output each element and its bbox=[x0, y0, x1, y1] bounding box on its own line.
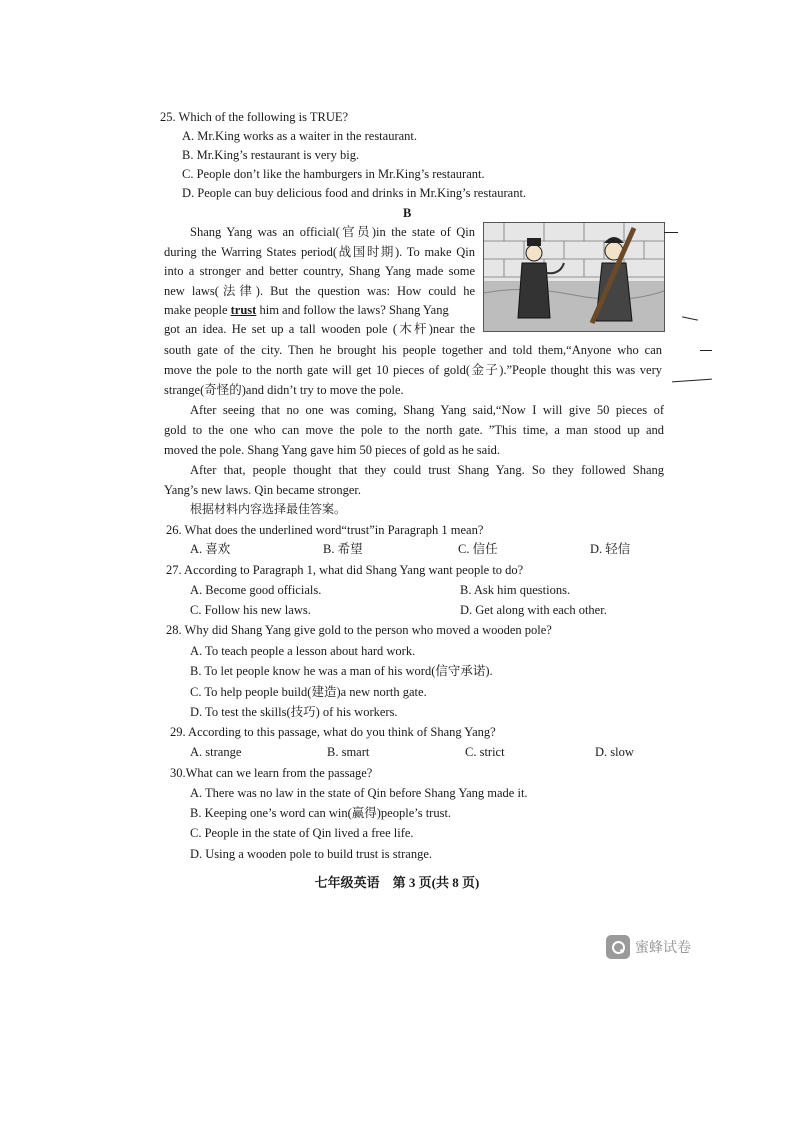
q29-option-b: B. smart bbox=[327, 745, 370, 759]
q25-option-d: D. People can buy delicious food and drinks in Mr.King’s restaurant. bbox=[182, 186, 527, 200]
q26-option-a: A. 喜欢 bbox=[190, 542, 231, 556]
q28-stem: 28. Why did Shang Yang give gold to the person who moved a wooden pole? bbox=[166, 623, 552, 637]
passage-p1-line-8: move the pole to the north gate will get 10 pieces of gold(金子).”People thought this was very bbox=[164, 363, 662, 377]
passage-p1-line-5 bbox=[164, 301, 475, 319]
q27-option-c: C. Follow his new laws. bbox=[190, 603, 311, 617]
p1-line5-pre: make people bbox=[164, 303, 231, 317]
passage-p3-line-1: After that, people thought that they could trust Shang Yang. So they followed Shang bbox=[190, 463, 664, 477]
watermark bbox=[606, 935, 691, 959]
passage-p1-line-4: new laws(法律). But the question was: How could he bbox=[164, 284, 475, 298]
q28-option-d: D. To test the skills(技巧) of his workers. bbox=[190, 705, 398, 719]
q29-option-c: C. strict bbox=[465, 745, 505, 759]
scan-mark bbox=[664, 232, 678, 233]
passage-p1-line-7: south gate of the city. Then he brought his people together and told them,“Anyone who can bbox=[164, 343, 662, 357]
q26-option-c: C. 信任 bbox=[458, 542, 498, 556]
passage-p2-line-3: moved the pole. Shang Yang gave him 50 pieces of gold as he said. bbox=[164, 443, 501, 457]
p1-line5-post: him and follow the laws? Shang Yang bbox=[256, 303, 449, 317]
scan-mark bbox=[682, 316, 698, 320]
passage-p1-line-9: strange(奇怪的)and didn’t try to move the pole. bbox=[164, 383, 404, 397]
q25-option-a: A. Mr.King works as a waiter in the restaurant. bbox=[182, 129, 418, 143]
q27-option-a: A. Become good officials. bbox=[190, 583, 322, 597]
q29-option-d: D. slow bbox=[595, 745, 634, 759]
q27-option-d: D. Get along with each other. bbox=[460, 603, 607, 617]
scan-mark bbox=[672, 379, 712, 383]
passage-p2-line-2: gold to the one who can move the pole to the north gate. ”This time, a man stood up and bbox=[164, 423, 664, 437]
q26-option-d: D. 轻信 bbox=[590, 542, 631, 556]
q25-option-c: C. People don’t like the hamburgers in Mr.King’s restaurant. bbox=[182, 167, 485, 181]
q28-option-b: B. To let people know he was a man of his word(信守承诺). bbox=[190, 664, 493, 678]
passage-p3-line-2: Yang’s new laws. Qin became stronger. bbox=[164, 483, 361, 497]
passage-p1-line-1: Shang Yang was an official(官员)in the state of Qin bbox=[190, 225, 475, 239]
q25-stem: 25. Which of the following is TRUE? bbox=[160, 110, 349, 124]
passage-p1-line-2: during the Warring States period(战国时期). To make Qin bbox=[164, 245, 475, 259]
q30-option-d: D. Using a wooden pole to build trust is strange. bbox=[190, 847, 432, 861]
q26-stem: 26. What does the underlined word“trust”in Paragraph 1 mean? bbox=[166, 523, 484, 537]
section-b-label: B bbox=[403, 206, 412, 220]
q28-option-c: C. To help people build(建造)a new north gate. bbox=[190, 685, 427, 699]
illustration-drawing bbox=[484, 223, 664, 331]
q29-option-a: A. strange bbox=[190, 745, 242, 759]
passage-p1-line-3: into a stronger and better country, Shang Yang made some bbox=[164, 264, 475, 278]
passage-p1-line-6: got an idea. He set up a tall wooden pole (木杆)near the bbox=[164, 322, 475, 336]
q30-option-b: B. Keeping one’s word can win(赢得)people’s trust. bbox=[190, 806, 452, 820]
watermark-text: 蜜蜂试卷 bbox=[635, 940, 691, 956]
underlined-word-trust: trust bbox=[230, 303, 257, 317]
q28-option-a: A. To teach people a lesson about hard work. bbox=[190, 644, 416, 658]
passage-p2-line-1: After seeing that no one was coming, Shang Yang said,“Now I will give 50 pieces of bbox=[190, 403, 664, 417]
bee-logo-icon bbox=[606, 935, 630, 959]
page-footer: 七年级英语 第 3 页(共 8 页) bbox=[314, 875, 480, 890]
q30-option-a: A. There was no law in the state of Qin before Shang Yang made it. bbox=[190, 786, 528, 800]
shang-yang-pole-illustration bbox=[483, 222, 665, 332]
q29-stem: 29. According to this passage, what do you think of Shang Yang? bbox=[170, 725, 496, 739]
instruction: 根据材料内容选择最佳答案。 bbox=[190, 502, 347, 516]
q27-option-b: B. Ask him questions. bbox=[460, 583, 571, 597]
q26-option-b: B. 希望 bbox=[323, 542, 363, 556]
q27-stem: 27. According to Paragraph 1, what did Shang Yang want people to do? bbox=[166, 563, 524, 577]
q30-option-c: C. People in the state of Qin lived a free life. bbox=[190, 826, 414, 840]
q30-stem: 30.What can we learn from the passage? bbox=[170, 766, 373, 780]
scan-mark bbox=[700, 350, 712, 351]
q25-option-b: B. Mr.King’s restaurant is very big. bbox=[182, 148, 360, 162]
